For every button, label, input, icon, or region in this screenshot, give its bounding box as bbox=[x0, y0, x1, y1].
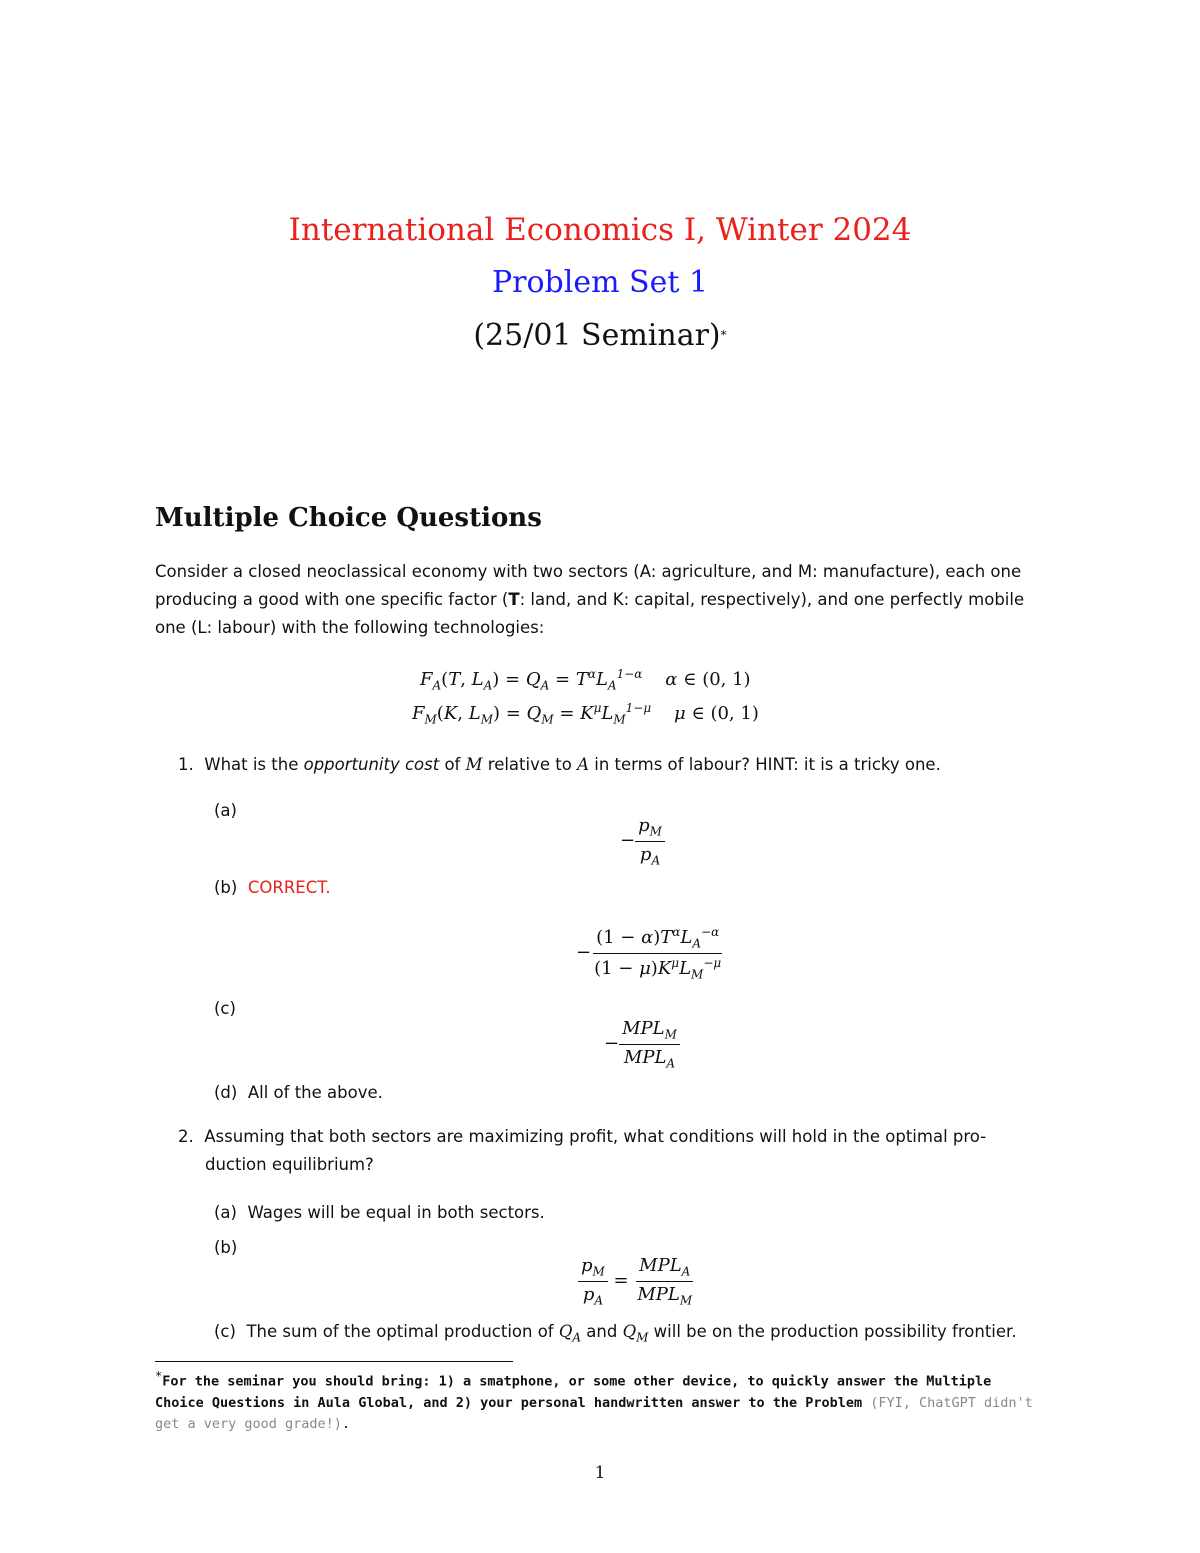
footnote: *For the seminar you should bring: 1) a smatphone, or some other device, to quickly answer the Multiple Choice Questions in Aula Global, and 2) your personal handwritten answer to the Problem (FYI, ChatGPT didn't get a very good grade!). bbox=[155, 1369, 1033, 1432]
question-2-line-1: Assuming that both sectors are maximizing profit, what conditions will hold in the optimal pro- bbox=[204, 1127, 987, 1146]
q1-option-d-text: All of the above. bbox=[247, 1083, 383, 1102]
q1-option-a-label: (a) bbox=[214, 801, 237, 820]
q2-option-b-formula: $\frac{p_M}{p_A}$ = $\frac{MPL_A}{MPL_M}$ bbox=[578, 1255, 695, 1307]
q1-option-b bbox=[214, 878, 331, 897]
page-number: 1 bbox=[594, 1463, 606, 1483]
document-title: International Economics I, Winter 2024 bbox=[288, 212, 912, 248]
q1-option-d-label: (d) bbox=[214, 1083, 238, 1102]
q2-option-a-text: Wages will be equal in both sectors. bbox=[247, 1203, 545, 1222]
q2-option-c: (c) The sum of the optimal production of $Q_A$ and $Q_M$ will be on the production possibility frontier. bbox=[214, 1322, 1017, 1345]
question-1-number: 1. bbox=[178, 755, 194, 774]
q1-option-c-formula: − $\frac{MPL_M}{MPL_A}$ bbox=[604, 1018, 680, 1070]
correct-label: CORRECT. bbox=[247, 878, 331, 897]
footnote-bold-text: For the seminar you should bring: 1) a smatphone, or some other device, to quickly answer the Multiple Choice Questions in Aula Global, and 2) your personal handwritten answer to the Problem bbox=[155, 1373, 992, 1411]
intro-line-3: one (L: labour) with the following technologies: bbox=[155, 618, 545, 637]
intro-line-2: producing a good with one specific factor (T: land, and K: capital, respectively), and one perfectly mobile bbox=[155, 590, 1025, 609]
intro-bold-t: T bbox=[508, 590, 520, 609]
q1-option-b-formula: − $\frac{(1 - \alpha)T^\alpha L_A^{-\alpha}}{(1 - \mu)K^\mu L_M^{-\mu}}$ bbox=[576, 925, 722, 982]
footnote-mark: * bbox=[155, 1369, 163, 1383]
seminar-date bbox=[0, 318, 1200, 353]
q1-option-d bbox=[214, 1083, 383, 1102]
question-1: 1. What is the opportunity cost of M relative to A in terms of labour? HINT: it is a tricky one. bbox=[178, 755, 941, 774]
q1-option-b-label: (b) bbox=[214, 878, 238, 897]
footnote-marker: * bbox=[720, 328, 727, 342]
footnote-note: (FYI, ChatGPT didn't get a very good grade!) bbox=[155, 1394, 1033, 1432]
intro-line-1: Consider a closed neoclassical economy with two sectors (A: agriculture, and M: manufacture), each one bbox=[155, 562, 1022, 581]
intro-paragraph bbox=[155, 558, 1047, 642]
question-2-line-2: duction equilibrium? bbox=[205, 1155, 374, 1174]
q1-option-c-label: (c) bbox=[214, 999, 236, 1018]
document-subtitle: Problem Set 1 bbox=[491, 265, 709, 300]
footnote-divider bbox=[155, 1361, 513, 1362]
question-2 bbox=[178, 1127, 986, 1146]
section-heading: Multiple Choice Questions bbox=[155, 503, 542, 533]
q2-option-c-label: (c) bbox=[214, 1322, 236, 1341]
question-2-number: 2. bbox=[178, 1127, 194, 1146]
q2-option-b-label: (b) bbox=[214, 1238, 238, 1257]
q2-option-a bbox=[214, 1203, 545, 1222]
q2-option-a-label: (a) bbox=[214, 1203, 237, 1222]
q1-option-a-formula: − $\frac{p_M}{p_A}$ bbox=[620, 815, 665, 867]
equation-fm: $F_M(K$, $L_M) = Q_M = K^\mu L_M^{1-\mu}$ μ ∈ (0, 1) bbox=[412, 701, 759, 727]
equation-fa: $F_A(T$, $L_A) = Q_A = T^\alpha L_A^{1-\alpha}$ α ∈ (0, 1) bbox=[420, 667, 751, 693]
seminar-text: (25/01 Seminar) bbox=[473, 318, 721, 353]
